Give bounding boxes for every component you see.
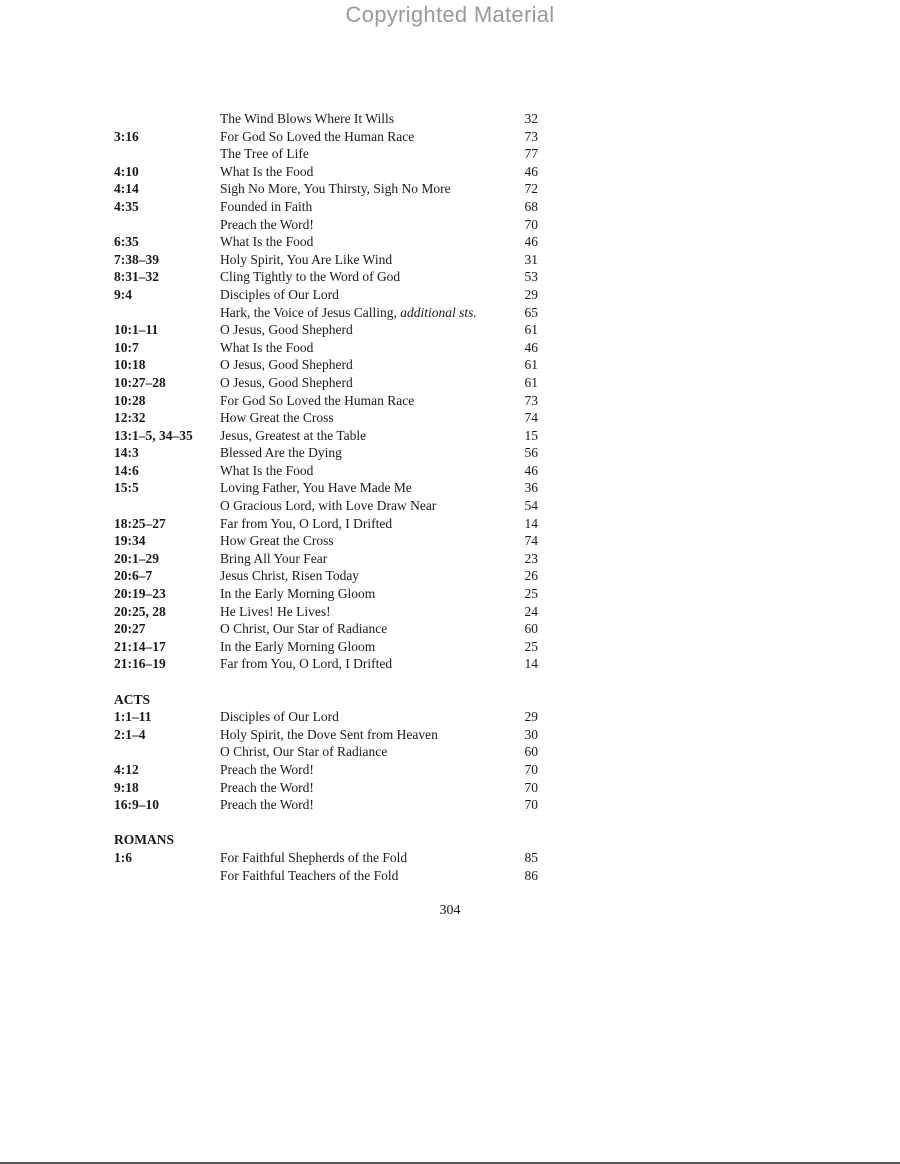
scripture-reference: 2:1–4 (114, 726, 146, 742)
scripture-reference: 19:34 (114, 533, 146, 549)
index-entry (114, 180, 544, 198)
hymn-title (220, 479, 412, 497)
hymn-title (220, 515, 392, 533)
index-entry (114, 550, 544, 568)
section-heading-romans: ROMANS (114, 832, 174, 848)
hymn-title (220, 620, 387, 638)
index-entry (114, 620, 544, 638)
hymn-number: 70 (524, 761, 538, 777)
index-entry (114, 444, 544, 462)
scripture-reference: 16:9–10 (114, 797, 159, 813)
hymn-number: 61 (524, 357, 538, 373)
hymn-number: 53 (524, 269, 538, 285)
hymn-number: 29 (524, 286, 538, 302)
hymn-number: 65 (524, 304, 538, 320)
index-entry (114, 779, 544, 797)
index-entry (114, 761, 544, 779)
hymn-title-text: Far from You, O Lord, I Drifted (220, 515, 393, 531)
index-entry (114, 796, 544, 814)
hymn-title-text: Sigh No More, You Thirsty, Sigh No More (220, 181, 451, 197)
scripture-reference: 9:18 (114, 779, 139, 795)
hymn-number: 36 (524, 480, 538, 496)
index-entry (114, 532, 544, 550)
hymn-title (220, 867, 398, 885)
hymn-title (220, 180, 451, 198)
index-entry (114, 110, 544, 128)
hymn-number: 32 (524, 111, 538, 126)
hymn-title (220, 444, 342, 462)
hymn-title-text: In the Early Morning Gloom (220, 638, 376, 654)
hymn-title-text: Jesus Christ, Risen Today (220, 568, 360, 584)
hymn-number: 46 (524, 339, 538, 355)
hymn-title-text: O Jesus, Good Shepherd (220, 357, 353, 373)
hymn-title (220, 216, 314, 234)
hymn-title-text: Disciples of Our Lord (220, 286, 339, 302)
hymn-title (220, 233, 313, 251)
index-entry (114, 304, 544, 322)
acts-entries (114, 708, 544, 814)
hymn-title (220, 743, 387, 761)
hymn-title-note: additional sts. (400, 304, 477, 320)
index-entry (114, 479, 544, 497)
hymn-title-text: What Is the Food (220, 163, 314, 179)
index-entry (114, 726, 544, 744)
scripture-reference: 20:6–7 (114, 568, 153, 584)
hymn-number: 74 (524, 533, 538, 549)
index-entry (114, 867, 544, 885)
scripture-reference: 8:31–32 (114, 269, 159, 285)
hymn-number: 61 (524, 322, 538, 338)
index-entry (114, 497, 544, 515)
scripture-reference: 7:38–39 (114, 251, 159, 267)
hymn-title-text: Preach the Word! (220, 779, 314, 795)
hymn-title-text: O Jesus, Good Shepherd (220, 374, 353, 390)
hymn-number: 26 (524, 568, 538, 584)
hymn-title-text: For God So Loved the Human Race (220, 128, 415, 144)
hymn-number: 77 (524, 146, 538, 162)
index-entry (114, 268, 544, 286)
hymn-number: 15 (524, 427, 538, 443)
hymn-title (220, 655, 392, 673)
hymn-title (220, 567, 359, 585)
hymn-title-text: For God So Loved the Human Race (220, 392, 415, 408)
hymn-title-text: For Faithful Teachers of the Fold (220, 867, 399, 883)
hymn-title-text: What Is the Food (220, 339, 314, 355)
scripture-reference: 10:27–28 (114, 374, 166, 390)
scripture-reference: 9:4 (114, 286, 132, 302)
scripture-reference: 13:1–5, 34–35 (114, 427, 193, 443)
index-entry (114, 233, 544, 251)
scripture-reference: 10:1–11 (114, 322, 159, 338)
scripture-reference: 20:27 (114, 621, 146, 637)
hymn-number: 29 (524, 709, 538, 725)
hymn-number: 24 (524, 603, 538, 619)
hymn-title (220, 268, 400, 286)
hymn-number: 70 (524, 216, 538, 232)
hymn-title-text: How Great the Cross (220, 410, 334, 426)
hymn-number: 68 (524, 198, 538, 214)
hymn-number: 46 (524, 163, 538, 179)
index-entry (114, 356, 544, 374)
scripture-reference: 4:12 (114, 761, 139, 777)
index-entry (114, 849, 544, 867)
index-entry (114, 339, 544, 357)
scripture-reference: 6:35 (114, 234, 139, 250)
hymn-title (220, 304, 477, 322)
hymn-title-text: Hark, the Voice of Jesus Calling, (220, 304, 397, 320)
scripture-index (114, 110, 544, 884)
hymn-title-text: Jesus, Greatest at the Table (220, 427, 367, 443)
hymn-title (220, 603, 331, 621)
hymn-title-text: Preach the Word! (220, 797, 314, 813)
hymn-title-text: The Wind Blows Where It Wills (220, 111, 395, 126)
scripture-reference: 18:25–27 (114, 515, 166, 531)
hymn-number: 74 (524, 410, 538, 426)
scripture-reference: 14:3 (114, 445, 139, 461)
hymn-title-text: Blessed Are the Dying (220, 445, 342, 461)
index-entry (114, 603, 544, 621)
hymn-title-text: Far from You, O Lord, I Drifted (220, 656, 393, 672)
hymn-number: 73 (524, 392, 538, 408)
hymn-title (220, 392, 414, 410)
hymn-title (220, 409, 334, 427)
romans-entries (114, 849, 544, 884)
hymn-number: 73 (524, 128, 538, 144)
hymn-title-text: Loving Father, You Have Made Me (220, 480, 412, 496)
scripture-reference: 20:19–23 (114, 586, 166, 602)
scripture-reference: 21:16–19 (114, 656, 166, 672)
hymn-title-text: Bring All Your Fear (220, 550, 328, 566)
hymn-number: 70 (524, 779, 538, 795)
hymn-number: 72 (524, 181, 538, 197)
hymn-title (220, 145, 309, 163)
hymn-title (220, 128, 414, 146)
hymn-title (220, 198, 312, 216)
hymn-title-text: Holy Spirit, the Dove Sent from Heaven (220, 726, 438, 742)
hymn-title-text: Cling Tightly to the Word of God (220, 269, 401, 285)
hymn-title (220, 532, 334, 550)
index-entry (114, 198, 544, 216)
hymn-title (220, 779, 314, 797)
hymn-title (220, 462, 313, 480)
index-entry (114, 638, 544, 656)
hymn-title (220, 251, 392, 269)
hymn-title-text: Preach the Word! (220, 761, 314, 777)
copyright-watermark: Copyrighted Material (345, 2, 555, 27)
hymn-title (220, 321, 353, 339)
hymn-number: 25 (524, 638, 538, 654)
index-entry (114, 216, 544, 234)
hymn-title (220, 110, 394, 128)
hymn-number: 30 (524, 726, 538, 742)
hymn-number: 61 (524, 374, 538, 390)
hymn-title-text: Holy Spirit, You Are Like Wind (220, 251, 393, 267)
index-entry (114, 585, 544, 603)
index-entry (114, 567, 544, 585)
hymn-title-text: The Tree of Life (220, 146, 309, 162)
hymn-title-text: In the Early Morning Gloom (220, 586, 376, 602)
hymn-title-text: For Faithful Shepherds of the Fold (220, 849, 408, 865)
hymn-title (220, 796, 314, 814)
index-entry (114, 409, 544, 427)
scripture-reference: 21:14–17 (114, 638, 166, 654)
hymn-number: 25 (524, 586, 538, 602)
index-entry (114, 708, 544, 726)
scripture-reference: 4:35 (114, 198, 139, 214)
scripture-reference: 15:5 (114, 480, 139, 496)
hymn-title (220, 638, 375, 656)
hymn-number: 23 (524, 550, 538, 566)
hymn-number: 56 (524, 445, 538, 461)
index-entry (114, 286, 544, 304)
hymn-title (220, 427, 366, 445)
scripture-reference: 20:25, 28 (114, 603, 166, 619)
hymn-title (220, 339, 313, 357)
hymn-number: 14 (524, 656, 538, 672)
hymn-title-text: What Is the Food (220, 234, 314, 250)
hymn-title-text: What Is the Food (220, 462, 314, 478)
hymn-title (220, 550, 327, 568)
hymn-number: 60 (524, 744, 538, 760)
index-entry (114, 128, 544, 146)
scripture-reference: 14:6 (114, 462, 139, 478)
hymn-title (220, 726, 438, 744)
scripture-reference: 4:10 (114, 163, 139, 179)
index-entry (114, 321, 544, 339)
hymn-number: 14 (524, 515, 538, 531)
hymn-number: 31 (524, 251, 538, 267)
hymn-title-text: Preach the Word! (220, 216, 314, 232)
index-entry (114, 163, 544, 181)
hymn-title (220, 374, 353, 392)
hymn-title-text: O Gracious Lord, with Love Draw Near (220, 498, 437, 514)
hymn-number: 70 (524, 797, 538, 813)
index-entry (114, 427, 544, 445)
hymn-title-text: He Lives! He Lives! (220, 603, 331, 619)
hymn-number: 46 (524, 462, 538, 478)
scripture-reference: 10:18 (114, 357, 146, 373)
index-entry (114, 655, 544, 673)
hymn-title-text: O Jesus, Good Shepherd (220, 322, 353, 338)
hymn-title-text: How Great the Cross (220, 533, 334, 549)
scripture-reference: 3:16 (114, 128, 139, 144)
hymn-number: 60 (524, 621, 538, 637)
hymn-title (220, 497, 436, 515)
hymn-number: 85 (524, 849, 538, 865)
page-number: 304 (439, 903, 461, 918)
scripture-reference: 1:1–11 (114, 709, 152, 725)
hymn-title-text: Disciples of Our Lord (220, 709, 339, 725)
index-entry (114, 251, 544, 269)
scripture-reference: 20:1–29 (114, 550, 159, 566)
hymn-title (220, 761, 314, 779)
hymn-title (220, 356, 353, 374)
index-entry (114, 145, 544, 163)
hymn-number: 86 (524, 867, 538, 883)
hymn-title (220, 708, 339, 726)
hymn-title (220, 163, 313, 181)
index-entry (114, 374, 544, 392)
scripture-reference: 12:32 (114, 410, 146, 426)
hymn-title (220, 585, 375, 603)
scripture-reference: 10:28 (114, 392, 146, 408)
hymn-title (220, 849, 407, 867)
hymn-title-text: O Christ, Our Star of Radiance (220, 744, 388, 760)
john-entries (114, 110, 544, 673)
scripture-reference: 4:14 (114, 181, 139, 197)
hymn-title-text: O Christ, Our Star of Radiance (220, 621, 388, 637)
index-entry (114, 515, 544, 533)
hymn-title (220, 286, 339, 304)
index-entry (114, 743, 544, 761)
hymn-number: 46 (524, 234, 538, 250)
scripture-reference: 10:7 (114, 339, 139, 355)
scripture-reference: 1:6 (114, 849, 132, 865)
hymn-title-text: Founded in Faith (220, 198, 313, 214)
section-heading-acts: ACTS (114, 691, 151, 707)
hymn-number: 54 (524, 498, 538, 514)
index-entry (114, 462, 544, 480)
index-entry (114, 392, 544, 410)
